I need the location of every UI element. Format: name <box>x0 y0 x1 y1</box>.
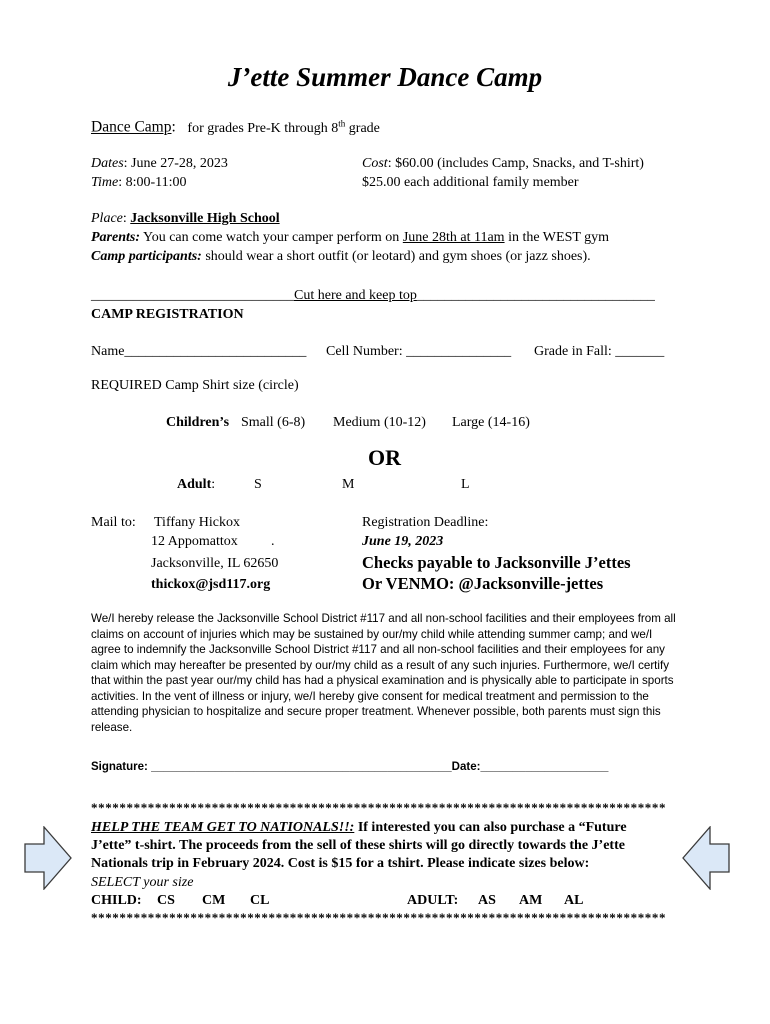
page-title: J’ette Summer Dance Camp <box>227 62 543 92</box>
child-size-medium[interactable]: Medium (10-12) <box>333 415 426 430</box>
place-label: Place <box>91 211 123 226</box>
grades-text <box>187 118 380 136</box>
adult-line <box>177 477 215 493</box>
name-field[interactable]: Name__________________________ <box>91 344 307 359</box>
cost-value: : $60.00 (includes Camp, Snacks, and T-shirt) <box>387 156 644 171</box>
grades-sup: th <box>338 118 346 128</box>
mail-name: Tiffany Hickox <box>154 515 240 530</box>
parents-label: Parents: <box>91 230 140 245</box>
dates-label: Dates <box>91 156 124 171</box>
time-label: Time <box>91 175 119 190</box>
adult-size-label: ADULT: <box>407 893 459 908</box>
camp-label: Dance Camp <box>91 118 172 136</box>
adult-colon: : <box>211 477 216 492</box>
nationals-line3: Nationals trip in February 2024. Cost is $15 for a tshirt. Please indicate sizes below: <box>91 856 590 871</box>
date-blank[interactable]: ____________________ <box>480 761 609 773</box>
deadline-date: June 19, 2023 <box>362 534 444 549</box>
mail-street-dot: . <box>271 534 275 549</box>
mail-email: thickox@jsd117.org <box>151 577 271 592</box>
child-size-large[interactable]: Large (14-16) <box>452 415 530 430</box>
cut-line-left: _____________________________ <box>91 288 294 303</box>
size-as[interactable]: AS <box>478 893 496 908</box>
child-size-small[interactable]: Small (6-8) <box>241 415 306 430</box>
stars-divider-bottom: ********************************************************************************* <box>91 910 667 925</box>
parents-post: in the WEST gym <box>504 230 610 245</box>
registration-heading: CAMP REGISTRATION <box>91 307 244 322</box>
cost-label: Cost <box>362 156 388 171</box>
signature-line[interactable] <box>91 761 608 773</box>
cut-line <box>91 288 655 304</box>
camp-colon: : <box>171 118 176 136</box>
signature-blank[interactable]: _______________________________________________ <box>151 761 452 773</box>
grades-post: grade <box>345 120 380 136</box>
arrow-left-icon <box>682 826 730 890</box>
time-value: : 8:00-11:00 <box>118 175 187 190</box>
time-line <box>91 175 187 191</box>
venmo-handle: Or VENMO: @Jacksonville-jettes <box>362 574 604 593</box>
adult-size-l[interactable]: L <box>461 477 470 492</box>
or-separator: OR <box>368 445 401 470</box>
size-cs[interactable]: CS <box>157 893 175 908</box>
place-value: Jacksonville High School <box>130 211 280 226</box>
dates-value: : June 27-28, 2023 <box>123 156 228 171</box>
mail-label: Mail to: <box>91 515 136 530</box>
cut-line-right: __________________________________ <box>416 288 655 303</box>
nationals-line2: J’ette” t-shirt. The proceeds from the sell of these shirts will go directly towards the J’ette <box>91 838 625 853</box>
nationals-line1-rest: If interested you can also purchase a “Future <box>354 820 627 835</box>
cost-line <box>362 156 644 172</box>
size-cl[interactable]: CL <box>250 893 270 908</box>
dates-line <box>91 156 228 172</box>
shirt-size-label: REQUIRED Camp Shirt size (circle) <box>91 378 299 393</box>
children-label: Children’s <box>166 415 230 430</box>
stars-divider-top: ********************************************************************************* <box>91 800 667 815</box>
mail-city: Jacksonville, IL 62650 <box>151 556 279 571</box>
release-paragraph: We/I hereby release the Jacksonville School District #117 and all non-school facilities and their employees from all claims on account of injuries which may be sustained by our/my child while attending summer camp; and we/I agree to indemnify the Jacksonville School District #117 and all non-school facilities and their employees for any claim which may hereafter be presented by our/my child as a result of any such injuries. Furthermore, we/I certify that within the past year our/my child has had a physical examination and is physically able to participate in sports activities. In the vent of illness or injury, we/I hereby give consent for medical treatment and permission to the attending physician to hospitalize and secure proper treatment. Whenever possible, both parents must sign this release. <box>91 612 676 734</box>
cost-extra: $25.00 each additional family member <box>362 175 579 190</box>
participants-line <box>91 249 591 265</box>
checks-payable: Checks payable to Jacksonville J’ettes <box>362 553 631 572</box>
mail-street: 12 Appomattox <box>151 534 238 549</box>
grade-field[interactable]: Grade in Fall: _______ <box>534 344 665 359</box>
child-size-label: CHILD: <box>91 893 142 908</box>
date-label: Date: <box>451 761 481 773</box>
deadline-label: Registration Deadline: <box>362 515 489 530</box>
place-line <box>91 211 280 227</box>
size-al[interactable]: AL <box>564 893 584 908</box>
signature-label: Signature: <box>91 761 152 773</box>
intro-line <box>91 118 380 137</box>
arrow-right-icon <box>24 826 72 890</box>
nationals-line1 <box>91 820 627 836</box>
place-colon: : <box>122 211 131 226</box>
adult-size-m[interactable]: M <box>342 477 355 492</box>
cell-number-field[interactable]: Cell Number: _______________ <box>326 344 512 359</box>
parents-pre: You can come watch your camper perform on <box>140 230 403 245</box>
adult-size-s[interactable]: S <box>254 477 262 492</box>
grades-pre: for grades Pre-K through 8 <box>187 120 339 136</box>
participants-text: should wear a short outfit (or leotard) and gym shoes (or jazz shoes). <box>201 249 591 264</box>
nationals-heading: HELP THE TEAM GET TO NATIONALS!!: <box>91 820 355 835</box>
performance-date: June 28th at 11am <box>402 230 505 245</box>
adult-label: Adult <box>177 477 212 492</box>
cut-line-text: Cut here and keep top <box>294 288 417 303</box>
select-size-label: SELECT your size <box>91 875 194 890</box>
size-cm[interactable]: CM <box>202 893 226 908</box>
size-am[interactable]: AM <box>519 893 543 908</box>
parents-line <box>91 230 609 246</box>
participants-label: Camp participants: <box>91 249 202 264</box>
